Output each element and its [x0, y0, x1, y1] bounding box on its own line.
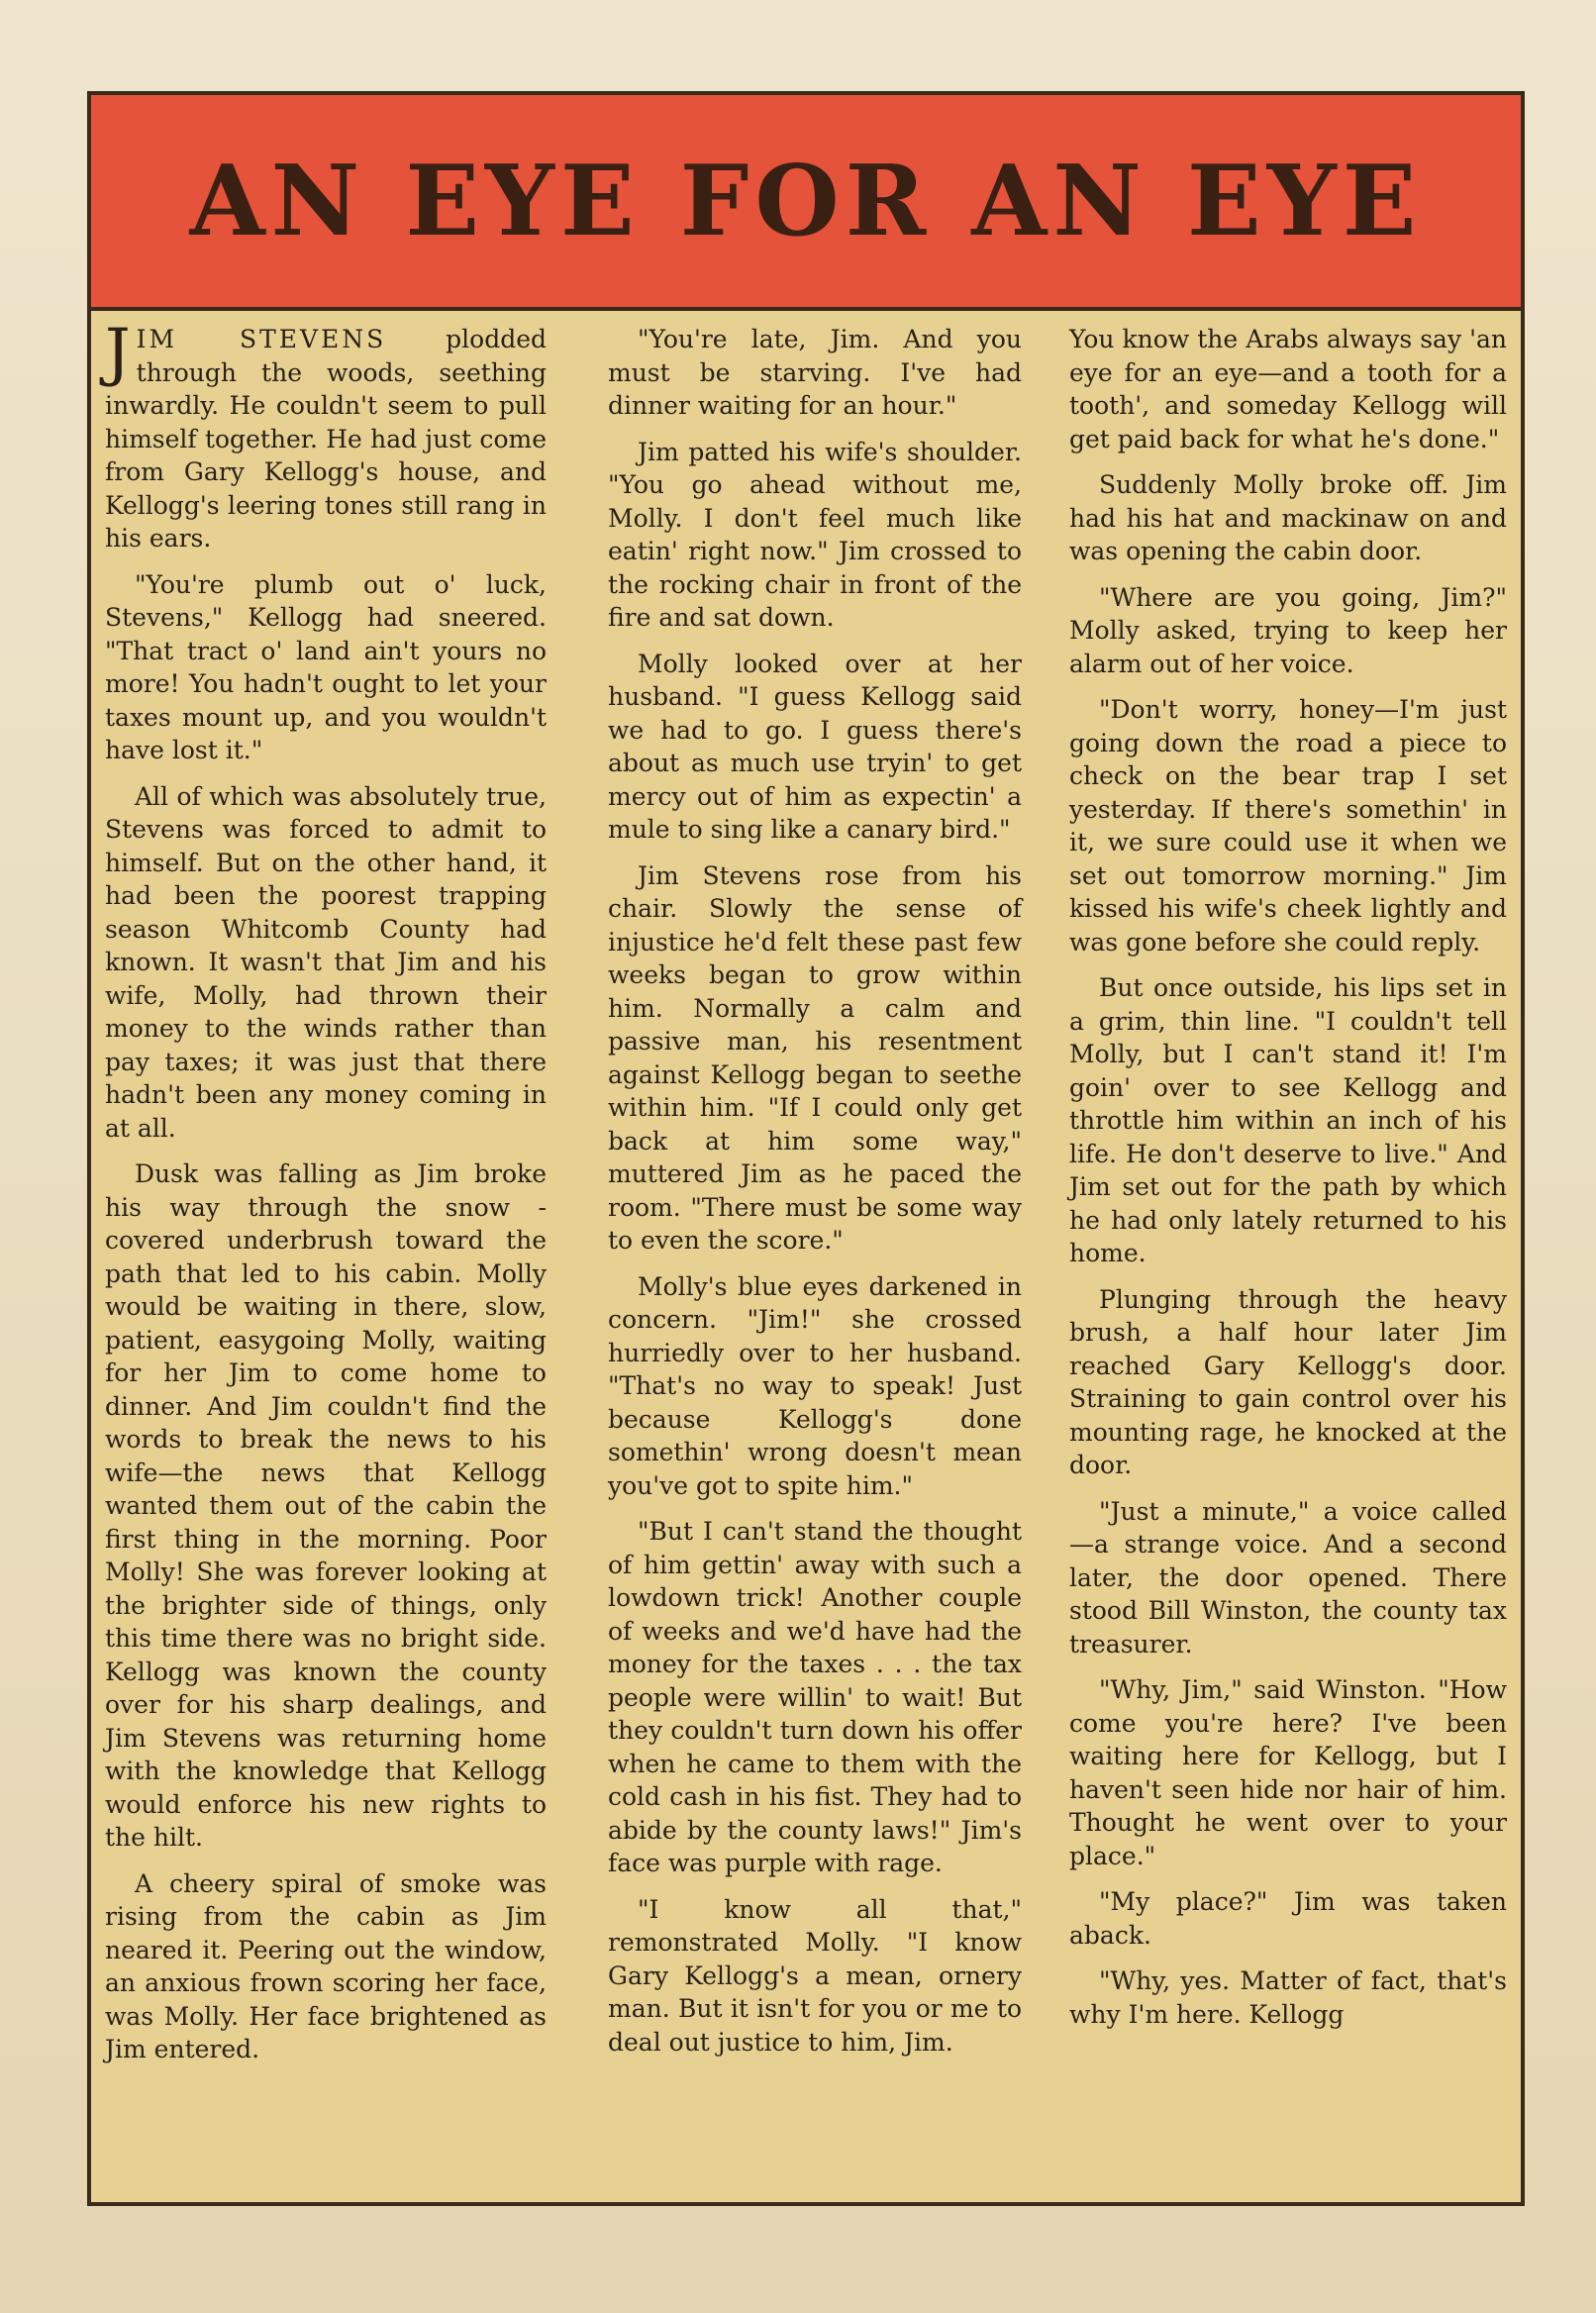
paragraph: "Why, Jim," said Winston. "How come you're here? I've been waiting here for Kellogg, but I haven't seen hide nor hair of him. Thought he went over to your place.": [1069, 1675, 1507, 1870]
paragraph: Plunging through the heavy brush, a half hour later Jim reached Gary Kellogg's door. Straining to gain control over his mounting rage, he knocked at the door.: [1069, 1284, 1507, 1479]
story-title: AN EYE FOR AN EYE: [189, 144, 1423, 258]
title-banner: [91, 95, 1521, 311]
paragraph: "Why, yes. Matter of fact, that's why I'm here. Kellogg: [1069, 1966, 1507, 2029]
paragraph: Jim Stevens rose from his chair. Slowly the sense of injustice he'd felt these past few weeks began to grow within him. Normally a calm and passive man, his resentment against Kellogg began to seethe within him. "If I could only get back at him some way," muttered Jim as he paced the room. "There must be some way to even the score.": [608, 860, 1022, 1255]
paragraph: All of which was absolutely true, Stevens was forced to admit to himself. But on the other hand, it had been the poorest trapping season Whitcomb County had known. It wasn't that Jim and his wife, Molly, had thrown their money to the winds rather than pay taxes; it was just that there hadn't been any money coming in at all.: [105, 781, 547, 1143]
paragraph: "My place?" Jim was taken aback.: [1069, 1887, 1507, 1950]
paragraph: "Just a minute," a voice called —a strange voice. And a second later, the door opened. There stood Bill Winston, the county tax treasurer.: [1069, 1496, 1507, 1659]
paragraph: "You're late, Jim. And you must be starving. I've had dinner waiting for an hour.": [608, 325, 1022, 420]
paragraph-text: plodded through the woods, seething inwardly. He couldn't seem to pull himself together. He had just come from Gary Kellogg's house, and Kellogg's leering tones still rang in his ears.: [105, 325, 547, 553]
paragraph: Molly's blue eyes darkened in concern. "Jim!" she crossed hurriedly over to her husband. "That's no way to speak! Just because Kellogg's done somethin' wrong doesn't mean you've got to spite him.": [608, 1271, 1022, 1500]
story-frame: [87, 91, 1525, 2206]
paragraph: A cheery spiral of smoke was rising from the cabin as Jim neared it. Peering out the window, an anxious frown scoring her face, was Molly. Her face brightened as Jim entered.: [105, 1868, 547, 2063]
column-3: [1047, 311, 1521, 2202]
lead-caps: IM STEVENS: [136, 325, 387, 353]
paragraph: "Don't worry, honey—I'm just going down the road a piece to check on the bear trap I set yesterday. If there's somethin' in it, we sure could use it when we set out tomorrow morning." Jim kissed his wife's cheek lightly and was gone before she could reply.: [1069, 695, 1507, 956]
drop-cap: J: [105, 316, 131, 389]
paragraph: "I know all that," remonstrated Molly. "I know Gary Kellogg's a mean, ornery man. But it isn't for you or me to deal out justice to him, Jim.: [608, 1894, 1022, 2057]
paragraph: Molly looked over at her husband. "I guess Kellogg said we had to go. I guess there's about as much use tryin' to get mercy out of him as expectin' a mule to sing like a canary bird.": [608, 649, 1022, 844]
column-2: [574, 311, 1047, 2202]
paragraph: Suddenly Molly broke off. Jim had his hat and mackinaw on and was opening the cabin door.: [1069, 470, 1507, 565]
paragraph: You know the Arabs always say 'an eye for an eye—and a tooth for a tooth', and someday Kellogg will get paid back for what he's done.": [1069, 325, 1507, 453]
text-columns: [91, 311, 1521, 2202]
column-1: [91, 311, 574, 2202]
opening-paragraph: [105, 316, 547, 555]
paragraph: Jim patted his wife's shoulder. "You go ahead without me, Molly. I don't feel much like eatin' right now." Jim crossed to the rocking chair in front of the fire and sat down.: [608, 437, 1022, 632]
paragraph: But once outside, his lips set in a grim, thin line. "I couldn't tell Molly, but I can't stand it! I'm goin' over to see Kellogg and throttle him within an inch of his life. He don't deserve to live." And Jim set out for the path by which he had only lately returned to his home.: [1069, 973, 1507, 1267]
paragraph: "Where are you going, Jim?" Molly asked, trying to keep her alarm out of her voice.: [1069, 582, 1507, 678]
paragraph: "You're plumb out o' luck, Stevens," Kellogg had sneered. "That tract o' land ain't yours no more! You hadn't ought to let your taxes mount up, and you wouldn't have lost it.": [105, 569, 547, 764]
paragraph: "But I can't stand the thought of him gettin' away with such a lowdown trick! Another couple of weeks and we'd have had the money for the taxes . . . the tax people were willin' to wait! But they couldn't turn down his offer when he came to them with the cold cash in his fist. They had to abide by the county laws!" Jim's face was purple with rage.: [608, 1517, 1022, 1877]
paragraph: Dusk was falling as Jim broke his way through the snow - covered underbrush toward the path that led to his cabin. Molly would be waiting in there, slow, patient, easygoing Molly, waiting for her Jim to come home to dinner. And Jim couldn't find the words to break the news to his wife—the news that Kellogg wanted them out of the cabin the first thing in the morning. Poor Molly! She was forever looking at the brighter side of things, only this time there was no bright side. Kellogg was known the county over for his sharp dealings, and Jim Stevens was returning home with the knowledge that Kellogg would enforce his new rights to the hilt.: [105, 1159, 547, 1852]
